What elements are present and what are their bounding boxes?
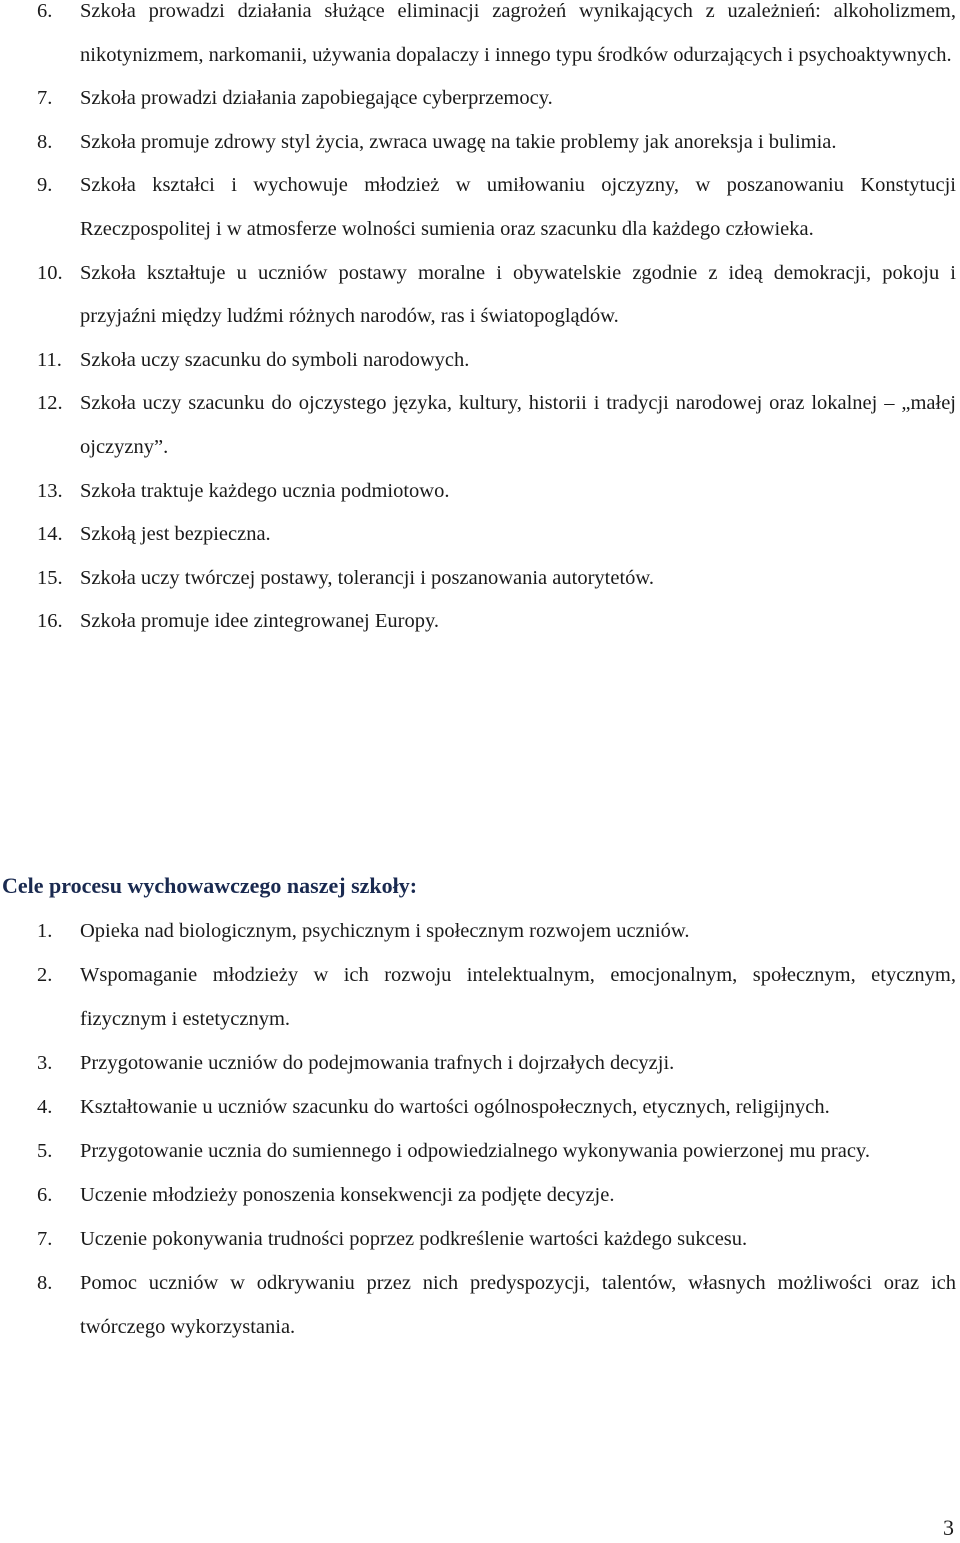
- item-text: Uczenie pokonywania trudności poprzez podkreślenie wartości każdego sukcesu.: [80, 1228, 748, 1250]
- list-item: [0, 557, 960, 601]
- item-text: Szkoła uczy szacunku do ojczystego języka, kultury, historii i tradycji narodowej oraz lokalnej – „małej ojczyzny”.: [80, 392, 956, 458]
- item-number: 7.: [37, 87, 53, 110]
- item-text: Uczenie młodzieży ponoszenia konsekwencji za podjęte decyzje.: [80, 1184, 615, 1206]
- item-number: 8.: [37, 130, 53, 153]
- list-item: [0, 164, 960, 251]
- item-text: Szkoła promuje zdrowy styl życia, zwraca uwagę na takie problemy jak anoreksja i bulimia.: [80, 130, 837, 153]
- list-item: [0, 0, 960, 77]
- item-text: Wspomaganie młodzieży w ich rozwoju intelektualnym, emocjonalnym, społecznym, etycznym, fizycznym i estetycznym.: [80, 964, 956, 1030]
- item-number: 5.: [37, 1140, 53, 1162]
- list-item: [0, 953, 960, 1041]
- list-item: [0, 77, 960, 121]
- item-number: 13.: [37, 479, 63, 502]
- list-item: [0, 1261, 960, 1349]
- list-item: [0, 1085, 960, 1129]
- list-item: [0, 1173, 960, 1217]
- list-item: [0, 909, 960, 953]
- item-number: 9.: [37, 174, 53, 197]
- section-heading: Cele procesu wychowawczego naszej szkoły:: [2, 873, 418, 898]
- item-number: 1.: [37, 920, 53, 942]
- item-number: 8.: [37, 1272, 53, 1294]
- list-item: [0, 600, 960, 644]
- item-number: 3.: [37, 1052, 53, 1074]
- item-text: Szkoła promuje idee zintegrowanej Europy.: [80, 610, 440, 633]
- item-number: 6.: [37, 1184, 53, 1206]
- item-text: Szkoła kształci i wychowuje młodzież w umiłowaniu ojczyzny, w poszanowaniu Konstytucji Rzeczpospolitej i w atmosferze wolności sumienia oraz szacunku dla każdego człowieka.: [80, 174, 956, 240]
- school-principles-list: [0, 0, 960, 644]
- list-item: [0, 382, 960, 469]
- list-item: [0, 1129, 960, 1173]
- education-goals-list: [0, 909, 960, 1349]
- list-item: [0, 1041, 960, 1085]
- item-text: Kształtowanie u uczniów szacunku do wartości ogólnospołecznych, etycznych, religijnych.: [80, 1096, 830, 1118]
- item-text: Przygotowanie ucznia do sumiennego i odpowiedzialnego wykonywania powierzonej mu pracy.: [80, 1140, 870, 1162]
- item-text: Opieka nad biologicznym, psychicznym i społecznym rozwojem uczniów.: [80, 920, 690, 942]
- item-number: 2.: [37, 964, 53, 986]
- item-number: 6.: [37, 0, 53, 22]
- list-item: [0, 513, 960, 557]
- item-text: Szkoła traktuje każdego ucznia podmiotowo.: [80, 479, 450, 502]
- list-item: [0, 470, 960, 514]
- list-item: [0, 252, 960, 339]
- list-item: [0, 121, 960, 165]
- list-item: [0, 1217, 960, 1261]
- item-number: 12.: [37, 392, 63, 415]
- item-number: 10.: [37, 261, 63, 284]
- item-text: Szkoła prowadzi działania zapobiegające cyberprzemocy.: [80, 87, 553, 110]
- item-text: Szkoła uczy twórczej postawy, tolerancji i poszanowania autorytetów.: [80, 566, 654, 589]
- item-number: 11.: [37, 348, 62, 371]
- item-text: Szkoła prowadzi działania służące eliminacji zagrożeń wynikających z uzależnień: alkoholizmem, nikotynizmem, narkomanii, używania dopalaczy i innego typu środków odurzających i psychoaktywnych.: [80, 0, 956, 66]
- list-item: [0, 339, 960, 383]
- item-text: Pomoc uczniów w odkrywaniu przez nich predyspozycji, talentów, własnych możliwości oraz ich twórczego wykorzystania.: [80, 1272, 956, 1338]
- page-number: 3: [943, 1515, 954, 1540]
- item-number: 14.: [37, 523, 63, 546]
- item-number: 4.: [37, 1096, 53, 1118]
- item-text: Szkoła kształtuje u uczniów postawy moralne i obywatelskie zgodnie z ideą demokracji, pokoju i przyjaźni między ludźmi różnych narodów, ras i światopoglądów.: [80, 261, 956, 328]
- item-text: Szkołą jest bezpieczna.: [80, 523, 271, 546]
- item-number: 15.: [37, 566, 63, 589]
- item-number: 16.: [37, 610, 63, 633]
- item-text: Szkoła uczy szacunku do symboli narodowych.: [80, 348, 470, 371]
- item-number: 7.: [37, 1228, 53, 1250]
- item-text: Przygotowanie uczniów do podejmowania trafnych i dojrzałych decyzji.: [80, 1052, 675, 1074]
